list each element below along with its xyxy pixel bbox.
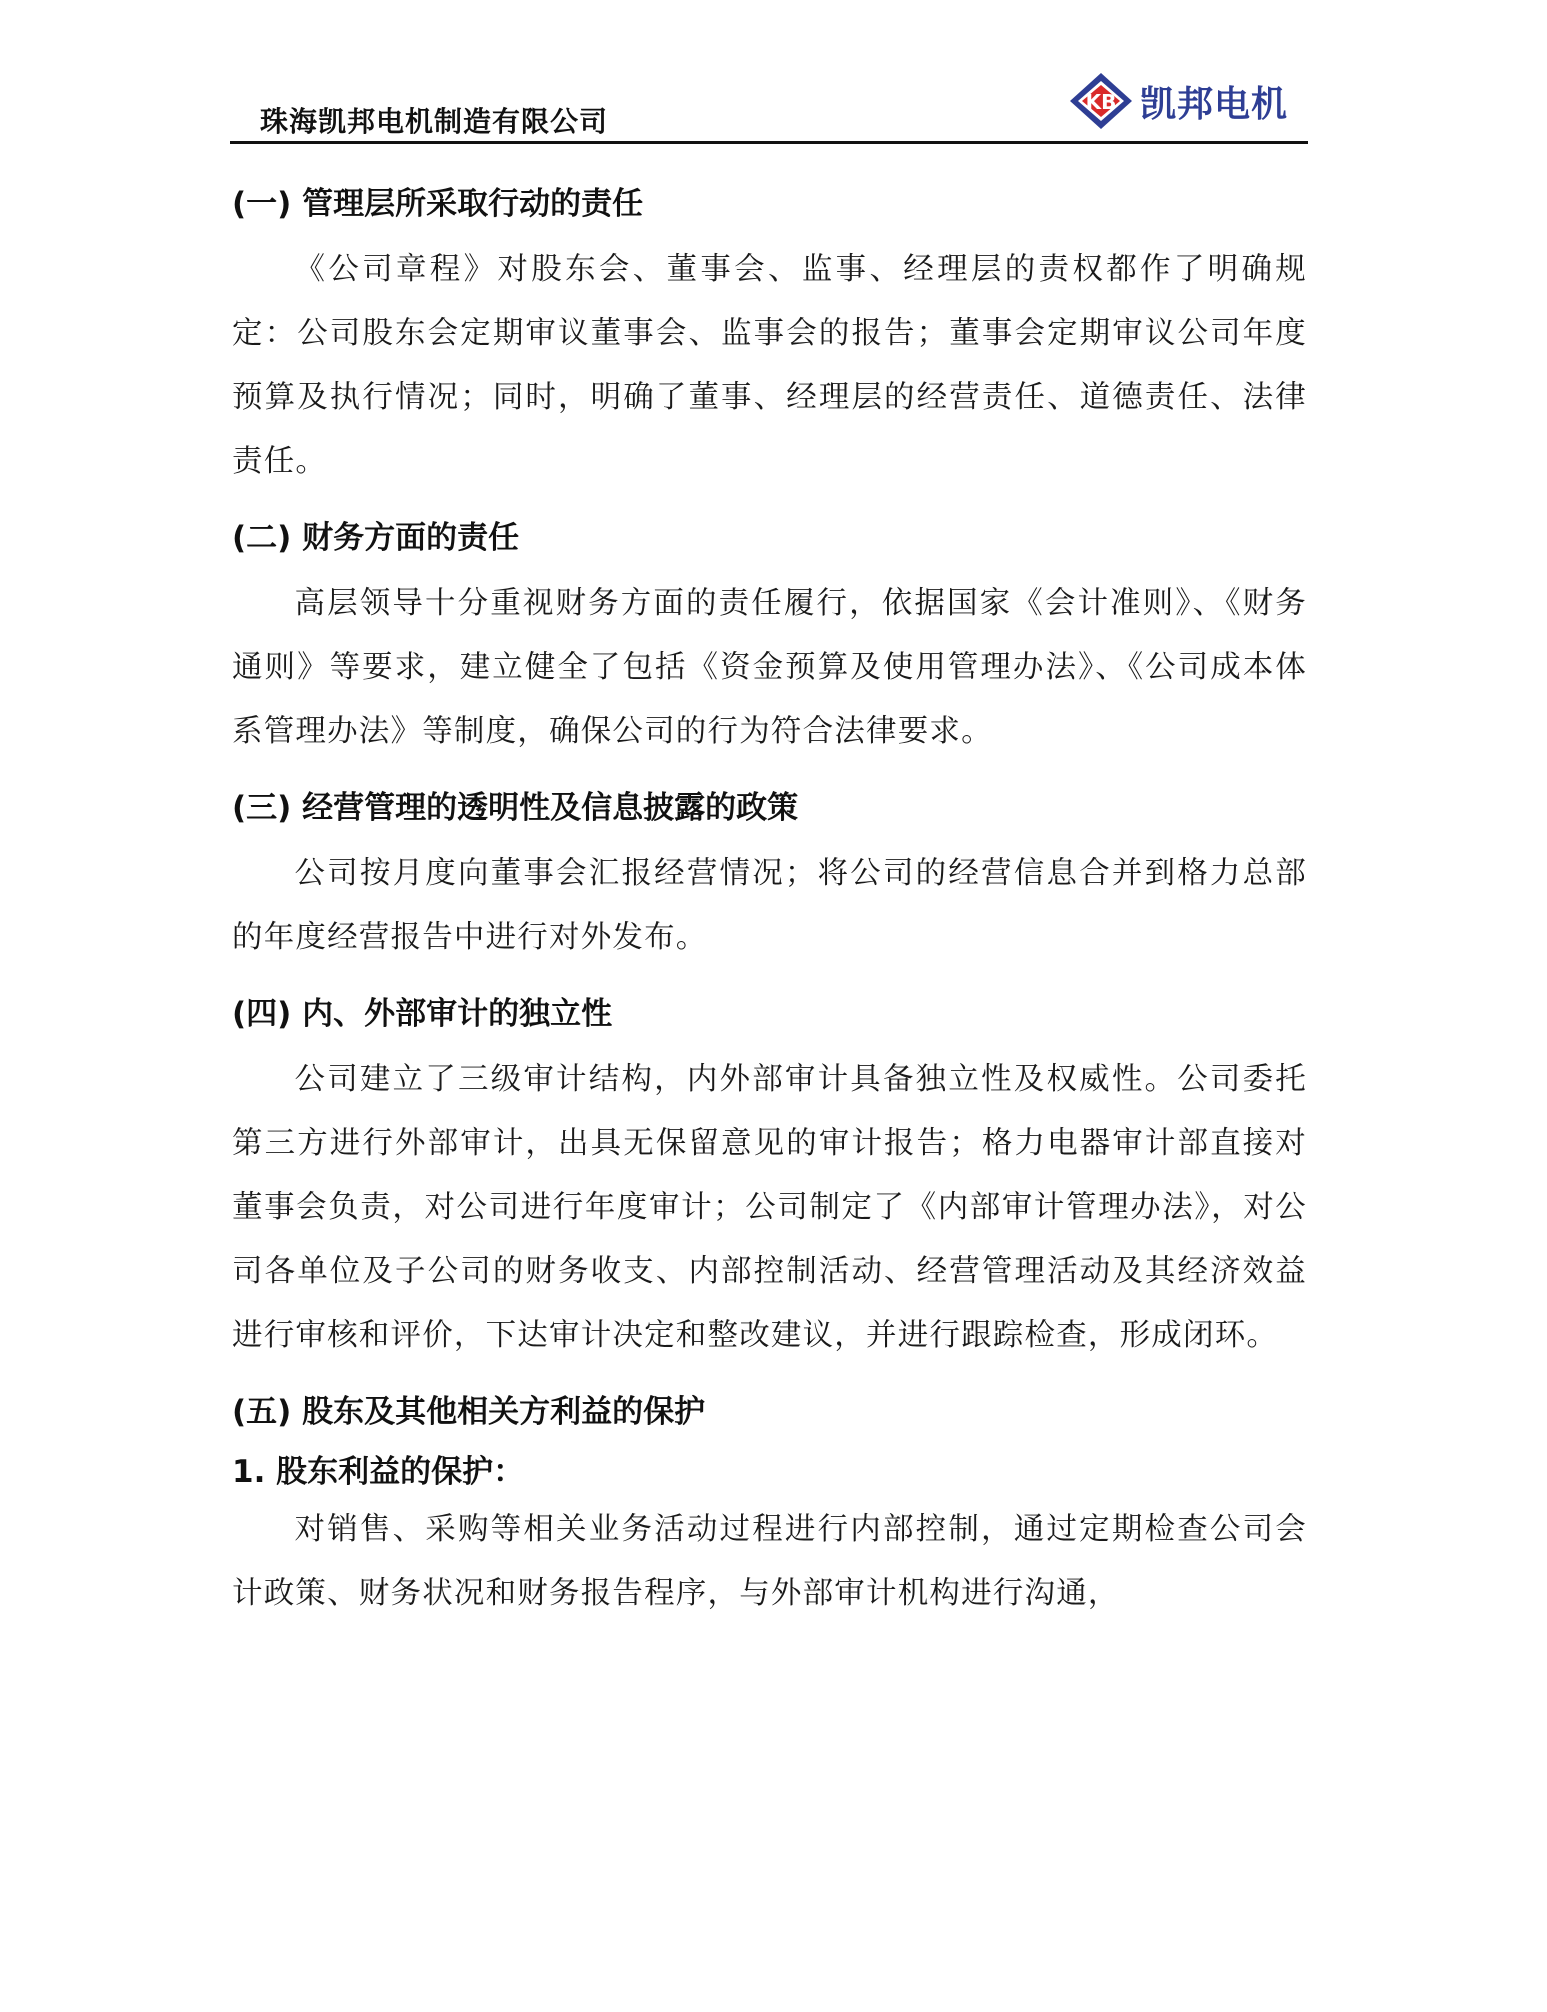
company-logo (1068, 70, 1288, 132)
kb-logo-icon (1068, 71, 1134, 131)
section-heading-3: (三) 经营管理的透明性及信息披露的政策 (232, 790, 799, 826)
document-body (232, 178, 1307, 1626)
section-paragraph-3: 公司按月度向董事会汇报经营情况；将公司的经营信息合并到格力总部的年度经营报告中进行对外发布。 (232, 856, 1307, 955)
section-heading-5: (五) 股东及其他相关方利益的保护 (232, 1394, 706, 1430)
header-divider (230, 141, 1308, 144)
section-paragraph-4: 公司建立了三级审计结构，内外部审计具备独立性及权威性。公司委托第三方进行外部审计，出具无保留意见的审计报告；格力电器审计部直接对董事会负责，对公司进行年度审计；公司制定了《内部审计管理办法》，对公司各单位及子公司的财务收支、内部控制活动、经营管理活动及其经济效益进行审核和评价，下达审计决定和整改建议，并进行跟踪检查，形成闭环。 (232, 1062, 1307, 1353)
section-subheading-5-1: 1. 股东利益的保护： (232, 1454, 525, 1490)
section-heading-1: (一) 管理层所采取行动的责任 (232, 186, 644, 222)
logo-text: 凯邦电机 (1139, 83, 1288, 125)
logo-mark: KB (1085, 90, 1117, 114)
section-heading-4: (四) 内、外部审计的独立性 (232, 996, 613, 1032)
section-paragraph-5: 对销售、采购等相关业务活动过程进行内部控制，通过定期检查公司会计政策、财务状况和财务报告程序，与外部审计机构进行沟通， (232, 1512, 1307, 1611)
section-paragraph-2: 高层领导十分重视财务方面的责任履行，依据国家《会计准则》、《财务通则》等要求，建立健全了包括《资金预算及使用管理办法》、《公司成本体系管理办法》等制度，确保公司的行为符合法律要求。 (232, 586, 1307, 749)
company-name: 珠海凯邦电机制造有限公司 (260, 105, 609, 138)
section-heading-2: (二) 财务方面的责任 (232, 520, 520, 556)
page-header (230, 62, 1308, 144)
section-paragraph-1: 《公司章程》对股东会、董事会、监事、经理层的责权都作了明确规定：公司股东会定期审议董事会、监事会的报告；董事会定期审议公司年度预算及执行情况；同时，明确了董事、经理层的经营责任、道德责任、法律责任。 (232, 252, 1307, 479)
